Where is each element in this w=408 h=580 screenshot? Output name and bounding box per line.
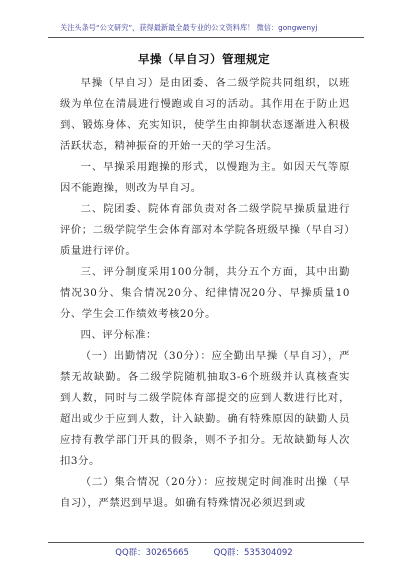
- paragraph-rule-3: 三、评分制度采用100分制，共分五个方面，其中出勤情况30分、集合情况20分、纪律情况20分、早操质量10分、学生会工作绩效考核20分。: [60, 266, 350, 320]
- header-divider: [48, 37, 364, 38]
- footer-contact: [0, 546, 408, 558]
- footer-divider: [48, 542, 364, 543]
- document-title: 早操（早自习）管理规定: [138, 52, 270, 66]
- paragraph-rule-2: 二、院团委、院体育部负责对各二级学院早操质量进行评价；二级学院学生会体育部对本学院各班级早操（早自习）质量进行评价。: [60, 203, 350, 257]
- paragraph-intro: 早操（早自习）是由团委、各二级学院共同组织，以班级为单位在清晨进行慢跑或自习的活动。其作用在于防止迟到、锻炼身体、充实知识，使学生由抑制状态逐渐进入积极活跃状态，精神振奋的开始一天的学习生活。: [60, 77, 350, 152]
- paragraph-attendance: （一）出勤情况（30分）：应全勤出早操（早自习），严禁无故缺勤。各二级学院随机抽取3-6个班级并认真核查实到人数，同时与二级学院体育部提交的应到人数进行比对，超出或少于应到人数，计入缺勤。确有特殊原因的缺勤人员应持有教学部门开具的假条，则不予扣分。无故缺勤每人次扣3分。: [60, 350, 350, 467]
- header-promo-note: 关注头条号“公文研究”，获得最新最全最专业的公文资料库！ 微信：gongwenyj: [60, 23, 318, 32]
- paragraph-rule-1: 一、早操采用跑操的形式，以慢跑为主。如因天气等原因不能跑操，则改为早自习。: [60, 161, 350, 194]
- footer-qq-group-1: QQ群：30265665: [115, 548, 189, 558]
- paragraph-assembly: （二）集合情况（20分）：应按规定时间准时出操（早自习），严禁迟到早退。如确有特殊情况必须迟到或: [60, 476, 350, 509]
- paragraph-rule-4-heading: 四、评分标准：: [80, 329, 157, 341]
- document-body: [60, 73, 350, 514]
- footer-qq-group-2: QQ群：535304092: [213, 548, 293, 558]
